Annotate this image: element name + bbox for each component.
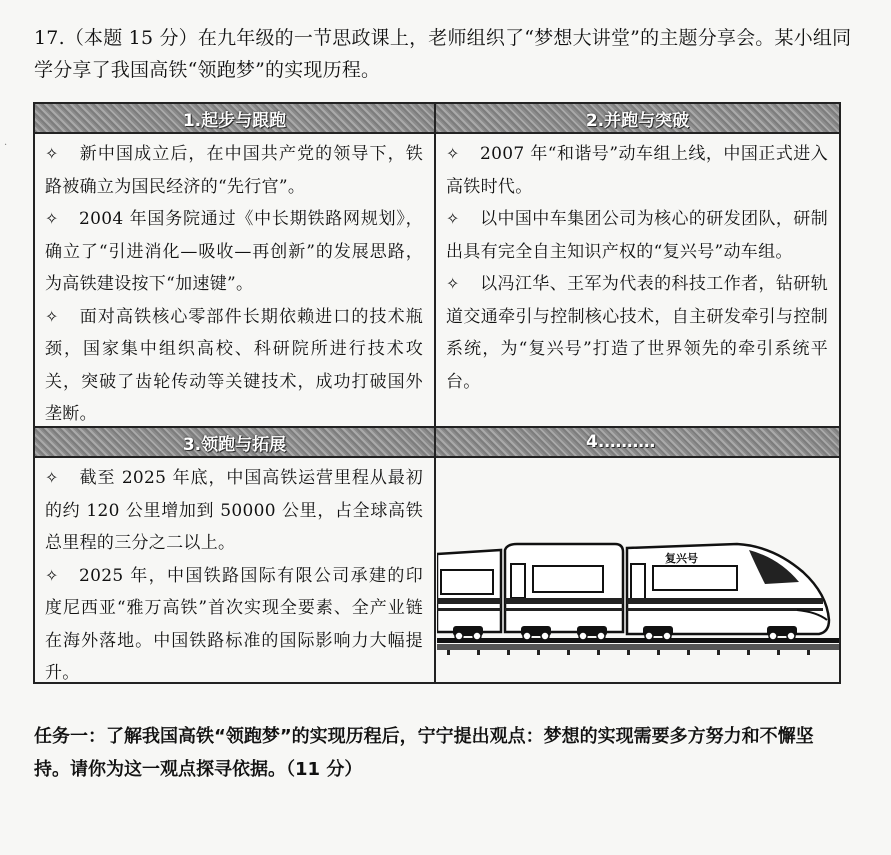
diamond-sparkle-icon: ✧ <box>45 209 59 228</box>
list-item <box>446 138 828 203</box>
diamond-sparkle-icon: ✧ <box>45 306 59 326</box>
list-item <box>446 268 828 398</box>
section-header-4 <box>436 428 839 458</box>
section-header-3 <box>35 428 434 458</box>
train-label: 复兴号 <box>665 552 698 565</box>
task-one-prompt: 任务一：了解我国高铁“领跑梦”的实现历程后，宁宁提出观点：梦想的实现需要多方努力和不懈坚持。请你为这一观点探寻依据。（11 分） <box>34 726 814 780</box>
section-header-4-text: 4.……… <box>586 432 656 452</box>
scan-mark: · <box>4 140 8 151</box>
section-header-2 <box>436 104 839 134</box>
section-header-1 <box>35 104 434 134</box>
table-vertical-divider <box>434 104 436 682</box>
list-item <box>45 203 423 301</box>
list-item <box>45 301 423 431</box>
item-text: 2007 年“和谐号”动车组上线，中国正式进入高铁时代。 <box>446 144 828 197</box>
section-2-content <box>446 138 828 398</box>
diamond-sparkle-icon: ✧ <box>446 144 460 163</box>
section-1-content <box>45 138 423 431</box>
diamond-sparkle-icon: ✧ <box>45 468 59 487</box>
diamond-sparkle-icon: ✧ <box>446 274 460 293</box>
diamond-sparkle-icon: ✧ <box>45 565 59 585</box>
section-header-3-text: 3.领跑与拓展 <box>182 434 287 455</box>
list-item <box>45 138 423 203</box>
item-text: 2004 年国务院通过《中长期铁路网规划》，确立了“引进消化—吸收—再创新”的发展思路，为高铁建设按下“加速键”。 <box>45 209 423 294</box>
item-text: 2025 年，中国铁路国际有限公司承建的印度尼西亚“雅万高铁”首次实现全要素、全产业链在海外落地。中国铁路标准的国际影响力大幅提升。 <box>45 565 423 683</box>
high-speed-train-illustration <box>437 460 839 684</box>
list-item <box>45 462 423 560</box>
question-intro: 17.（本题 15 分）在九年级的一节思政课上，老师组织了“梦想大讲堂”的主题分享会。某小组同学分享了我国高铁“领跑梦”的实现历程。 <box>34 27 852 81</box>
diamond-sparkle-icon: ✧ <box>45 144 59 163</box>
item-text: 以冯江华、王军为代表的科技工作者，钻研轨道交通牵引与控制核心技术，自主研发牵引与控制系统，为“复兴号”打造了世界领先的牵引系统平台。 <box>446 274 828 392</box>
section-header-2-text: 2.并跑与突破 <box>585 110 690 131</box>
item-text: 新中国成立后，在中国共产党的领导下，铁路被确立为国民经济的“先行官”。 <box>45 144 423 197</box>
diamond-sparkle-icon: ✧ <box>446 209 460 228</box>
list-item <box>446 203 828 268</box>
item-text: 以中国中车集团公司为核心的研发团队，研制出具有完全自主知识产权的“复兴号”动车组。 <box>446 209 828 262</box>
history-table <box>33 102 841 684</box>
section-header-1-text: 1.起步与跟跑 <box>182 110 287 131</box>
list-item <box>45 560 423 690</box>
item-text: 面对高铁核心零部件长期依赖进口的技术瓶颈，国家集中组织高校、科研院所进行技术攻关，突破了齿轮传动等关键技术，成功打破国外垄断。 <box>45 306 423 424</box>
section-3-content <box>45 462 423 690</box>
item-text: 截至 2025 年底，中国高铁运营里程从最初的约 120 公里增加到 50000 公里，占全球高铁总里程的三分之二以上。 <box>45 468 423 553</box>
